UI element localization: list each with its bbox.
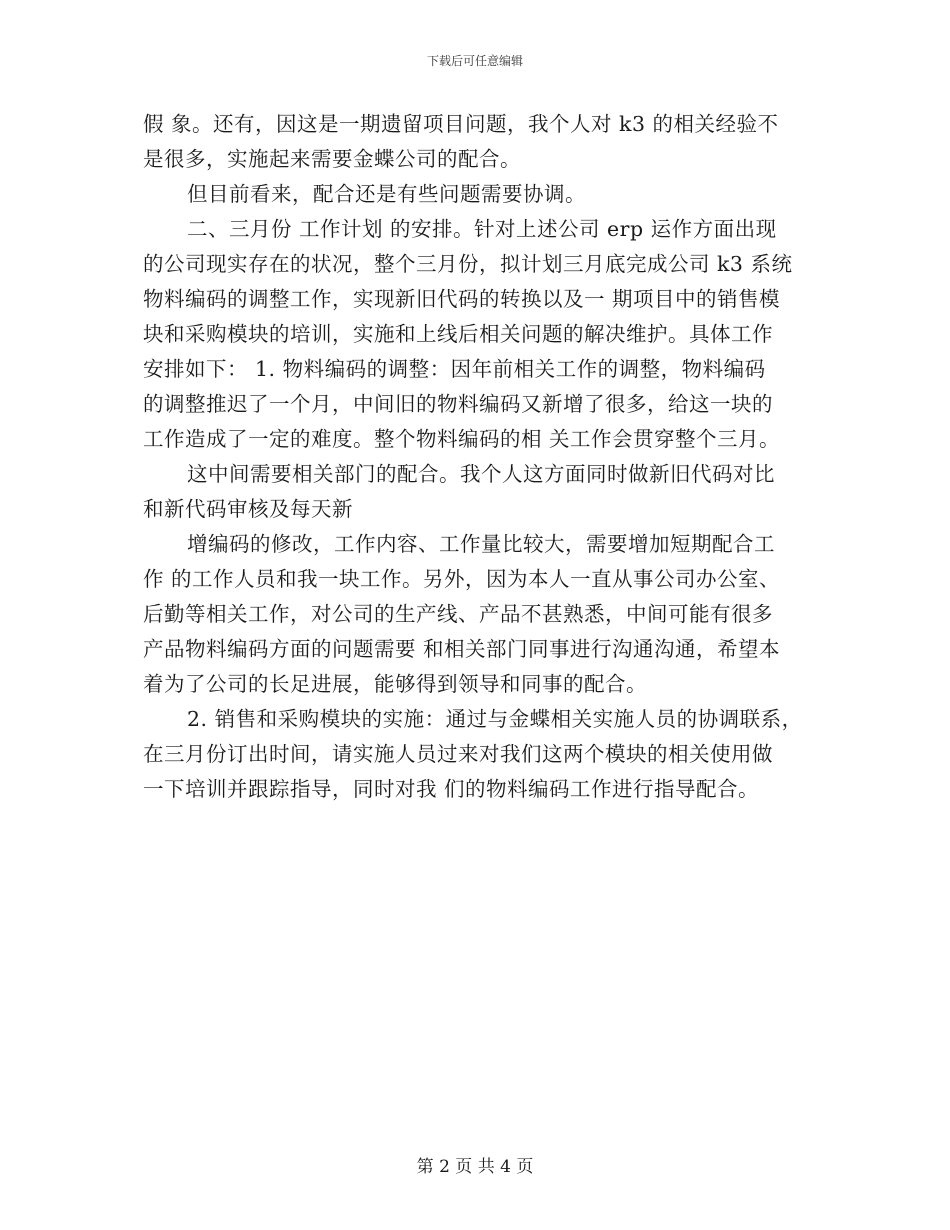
text-line: 产品物料编码方面的问题需要 和相关部门同事进行沟通沟通，希望本: [143, 637, 781, 661]
text-line: 但目前看来，配合还是有些问题需要协调。: [187, 182, 586, 206]
text-line: 着为了公司的长足进展，能够得到领导和同事的配合。: [143, 672, 647, 696]
text-line: 作 的工作人员和我一块工作。另外，因为本人一直从事公司办公室、: [143, 567, 781, 591]
text-line: 安排如下： 1. 物料编码的调整：因年前相关工作的调整，物料编码: [143, 357, 766, 381]
text-line: 在三月份订出时间，请实施人员过来对我们这两个模块的相关使用做: [143, 742, 773, 766]
text-line: 的公司现实存在的状况，整个三月份，拟计划三月底完成公司 k3 系统: [143, 252, 793, 276]
text-line: 2. 销售和采购模块的实施：通过与金蝶相关实施人员的协调联系，: [187, 707, 803, 731]
text-line: 和新代码审核及每天新: [143, 497, 353, 521]
text-line: 物料编码的调整工作，实现新旧代码的转换以及一 期项目中的销售模: [143, 287, 781, 311]
page-number: 第 2 页 共 4 页: [416, 1157, 534, 1177]
document-body: [143, 107, 833, 807]
text-line: 二、三月份 工作计划 的安排。针对上述公司 erp 运作方面出现: [187, 217, 777, 241]
text-line: 这中间需要相关部门的配合。我个人这方面同时做新旧代码对比: [187, 462, 775, 486]
text-line: 块和采购模块的培训，实施和上线后相关问题的解决维护。具体工作: [143, 322, 773, 346]
text-line: 是很多，实施起来需要金蝶公司的配合。: [143, 147, 521, 171]
page-header-note: 下载后可任意编辑: [426, 54, 523, 68]
text-line: 一下培训并跟踪指导，同时对我 们的物料编码工作进行指导配合。: [143, 777, 760, 801]
text-line: 增编码的修改，工作内容、工作量比较大，需要增加短期配合工: [187, 532, 775, 556]
text-line: 的调整推迟了一个月，中间旧的物料编码又新增了很多，给这一块的: [143, 392, 773, 416]
text-line: 后勤等相关工作，对公司的生产线、产品不甚熟悉，中间可能有很多: [143, 602, 773, 626]
text-line: 假 象。还有，因这是一期遗留项目问题，我个人对 k3 的相关经验不: [143, 112, 779, 136]
text-line: 工作造成了一定的难度。整个物料编码的相 关工作会贯穿整个三月。: [143, 427, 781, 451]
